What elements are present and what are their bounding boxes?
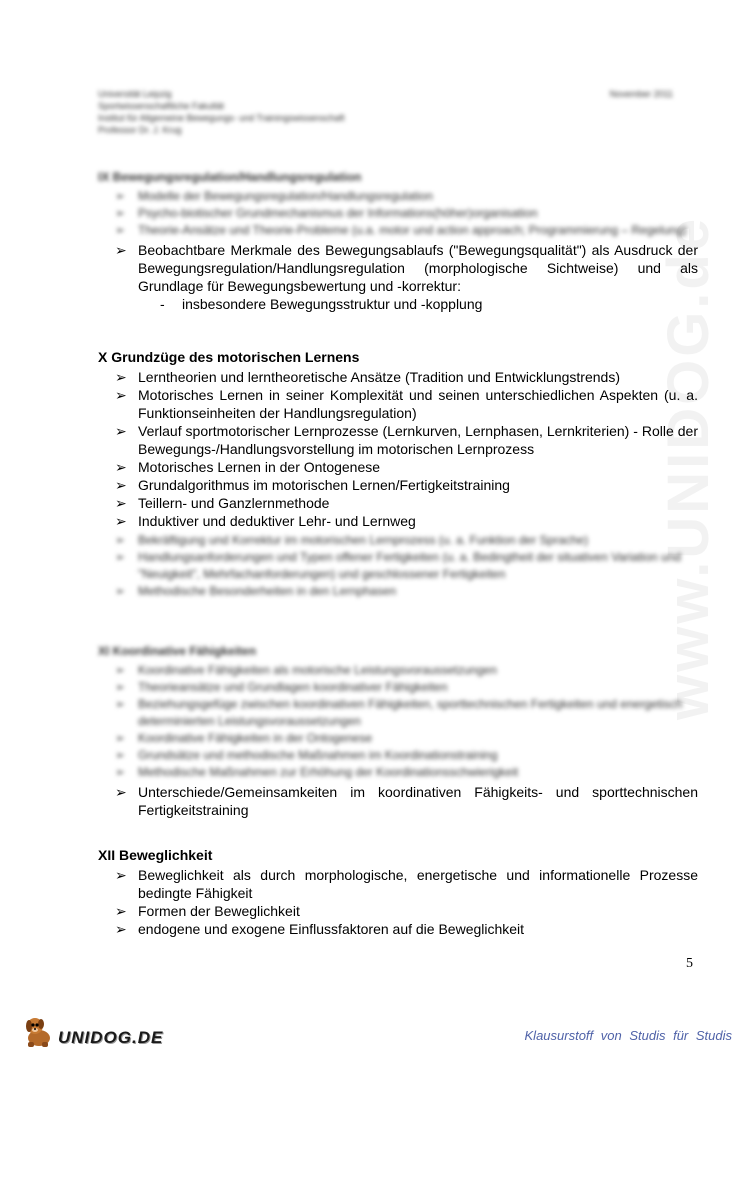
list-item: ➢ Teillern- und Ganzlernmethode bbox=[115, 495, 330, 511]
header-line: Professor Dr. J. Krug bbox=[98, 125, 182, 135]
list-item-text: Beobachtbare Merkmale des Bewegungsablaufs ("Bewegungsqualität") als Ausdruck der Bewegungsregulation/Handlungsregulation (morphologische Sichtweise) und als Grundlage für Bewegungsbewertung und -korrektur: bbox=[138, 242, 698, 294]
bullet-arrow-icon: ➢ bbox=[115, 680, 126, 694]
section-xi bbox=[98, 642, 698, 819]
bullet-arrow-icon: ➢ bbox=[115, 550, 126, 564]
list-item-blurred: ➢ Methodische Maßnahmen zur Erhöhung der Koordinationsschwierigkeit bbox=[115, 765, 519, 779]
list-item: ➢ Verlauf sportmotorischer Lernprozesse (Lernkurven, Lernphasen, Lernkriterien) - Rolle der Bewegungs-/Handlungsvorstellung im motorischen Lernprozess bbox=[115, 423, 698, 457]
list-item-blurred: ➢ Koordinative Fähigkeiten in der Ontogenese bbox=[115, 731, 373, 745]
list-item bbox=[98, 241, 698, 295]
logo-text: UNIDOG.DE bbox=[58, 1028, 164, 1047]
bullet-arrow-icon: ➢ bbox=[115, 748, 126, 762]
list-item-blurred: ➢ Grundsätze und methodische Maßnahmen im Koordinationstraining bbox=[115, 748, 498, 762]
list-item: ➢ Induktiver und deduktiver Lehr- und Lernweg bbox=[115, 513, 416, 529]
document-header bbox=[98, 88, 673, 136]
watermark-text: www.UNIDOG.de bbox=[656, 215, 721, 720]
bullet-arrow-icon: ➢ bbox=[115, 513, 127, 529]
list-item: ➢ Unterschiede/Gemeinsamkeiten im koordinativen Fähigkeits- und sporttechnischen Fertigkeitstraining bbox=[115, 784, 698, 818]
bullet-arrow-icon: ➢ bbox=[115, 921, 127, 937]
list-item: ➢ Grundalgorithmus im motorischen Lernen/Fertigkeitstraining bbox=[115, 477, 510, 493]
list-item: ➢ Motorisches Lernen in seiner Komplexität und seinen unterschiedlichen Aspekten (u. a. Funktionseinheiten der Handlungsregulation) bbox=[115, 387, 698, 421]
section-ix bbox=[98, 168, 698, 313]
bullet-arrow-icon: ➢ bbox=[115, 223, 126, 237]
list-item-blurred: ➢ Theorieansätze und Grundlagen koordinativer Fähigkeiten bbox=[115, 680, 448, 694]
bullet-arrow-icon: ➢ bbox=[115, 903, 127, 919]
list-item-blurred: ➢ Koordinative Fähigkeiten als motorische Leistungsvoraussetzungen bbox=[115, 663, 497, 677]
bullet-arrow-icon: ➢ bbox=[115, 533, 126, 547]
list-item: ➢ Lerntheorien und lerntheoretische Ansätze (Tradition und Entwicklungstrends) bbox=[115, 369, 620, 385]
bullet-arrow-icon: ➢ bbox=[115, 663, 126, 677]
list-item-blurred: ➢ Theorie-Ansätze und Theorie-Probleme (u.a. motor und action approach; Programmierung – Regelung) bbox=[115, 223, 687, 237]
bullet-arrow-icon: ➢ bbox=[115, 697, 126, 711]
dog-icon bbox=[22, 1014, 58, 1050]
dash-icon: - bbox=[160, 296, 165, 312]
footer-slogan: Klausurstoff von Studis für Studis bbox=[524, 1028, 732, 1043]
bullet-arrow-icon: ➢ bbox=[115, 731, 126, 745]
header-date: November 2011 bbox=[609, 89, 673, 99]
section-title: XII Beweglichkeit bbox=[98, 847, 213, 863]
list-item: ➢ Formen der Beweglichkeit bbox=[115, 903, 300, 919]
page-number: 5 bbox=[686, 956, 693, 971]
sub-list-item bbox=[98, 295, 698, 313]
list-item: ➢ Beweglichkeit als durch morphologische, energetische und informationelle Prozesse bedingte Fähigkeit bbox=[115, 867, 698, 901]
unidog-logo[interactable] bbox=[22, 1014, 182, 1050]
bullet-arrow-icon: ➢ bbox=[115, 495, 127, 511]
bullet-arrow-icon: ➢ bbox=[115, 477, 127, 493]
list-item-blurred: ➢ Methodische Besonderheiten in den Lernphasen bbox=[115, 584, 397, 598]
list-item: ➢ Motorisches Lernen in der Ontogenese bbox=[115, 459, 381, 475]
list-item-blurred: ➢ Modelle der Bewegungsregulation/Handlungsregulation bbox=[115, 189, 433, 203]
section-title: IX Bewegungsregulation/Handlungsregulation bbox=[98, 170, 362, 184]
list-item-blurred: ➢ Psycho-biotischer Grundmechanismus der Informations(höher)organisation bbox=[115, 206, 538, 220]
bullet-arrow-icon: ➢ bbox=[115, 584, 126, 598]
bullet-arrow-icon: ➢ bbox=[115, 242, 127, 258]
header-line: Universität Leipzig bbox=[98, 89, 172, 99]
section-x bbox=[98, 348, 698, 600]
bullet-arrow-icon: ➢ bbox=[115, 369, 127, 385]
bullet-arrow-icon: ➢ bbox=[115, 765, 126, 779]
bullet-arrow-icon: ➢ bbox=[115, 784, 127, 800]
bullet-arrow-icon: ➢ bbox=[115, 206, 126, 220]
bullet-arrow-icon: ➢ bbox=[115, 867, 127, 883]
header-line: Institut für Allgemeine Bewegungs- und Trainingswissenschaft bbox=[98, 113, 345, 123]
section-title: X Grundzüge des motorischen Lernens bbox=[98, 349, 360, 365]
header-line: Sportwissenschaftliche Fakultät bbox=[98, 101, 225, 111]
list-item-blurred: ➢ Handlungsanforderungen und Typen offener Fertigkeiten (u. a. Bedingtheit der situativen Variation und "Neuigkeit", Mehrfachanforderungen) und geschlossener Fertigkeiten bbox=[115, 550, 682, 581]
list-item: ➢ endogene und exogene Einflussfaktoren auf die Beweglichkeit bbox=[115, 921, 525, 937]
bullet-arrow-icon: ➢ bbox=[115, 387, 127, 403]
section-xii bbox=[98, 846, 698, 938]
bullet-arrow-icon: ➢ bbox=[115, 459, 127, 475]
list-item-blurred: ➢ Beziehungsgefüge zwischen koordinativen Fähigkeiten, sporttechnischen Fertigkeiten und energetisch determinierten Leistungsvoraussetzungen bbox=[115, 697, 683, 728]
bullet-arrow-icon: ➢ bbox=[115, 423, 127, 439]
list-item-blurred: ➢ Bekräftigung und Korrektur im motorischen Lernprozess (u. a. Funktion der Sprache) bbox=[115, 533, 589, 547]
sub-list-item-text: insbesondere Bewegungsstruktur und -kopplung bbox=[182, 296, 483, 312]
section-title: XI Koordinative Fähigkeiten bbox=[98, 644, 257, 658]
bullet-arrow-icon: ➢ bbox=[115, 189, 126, 203]
